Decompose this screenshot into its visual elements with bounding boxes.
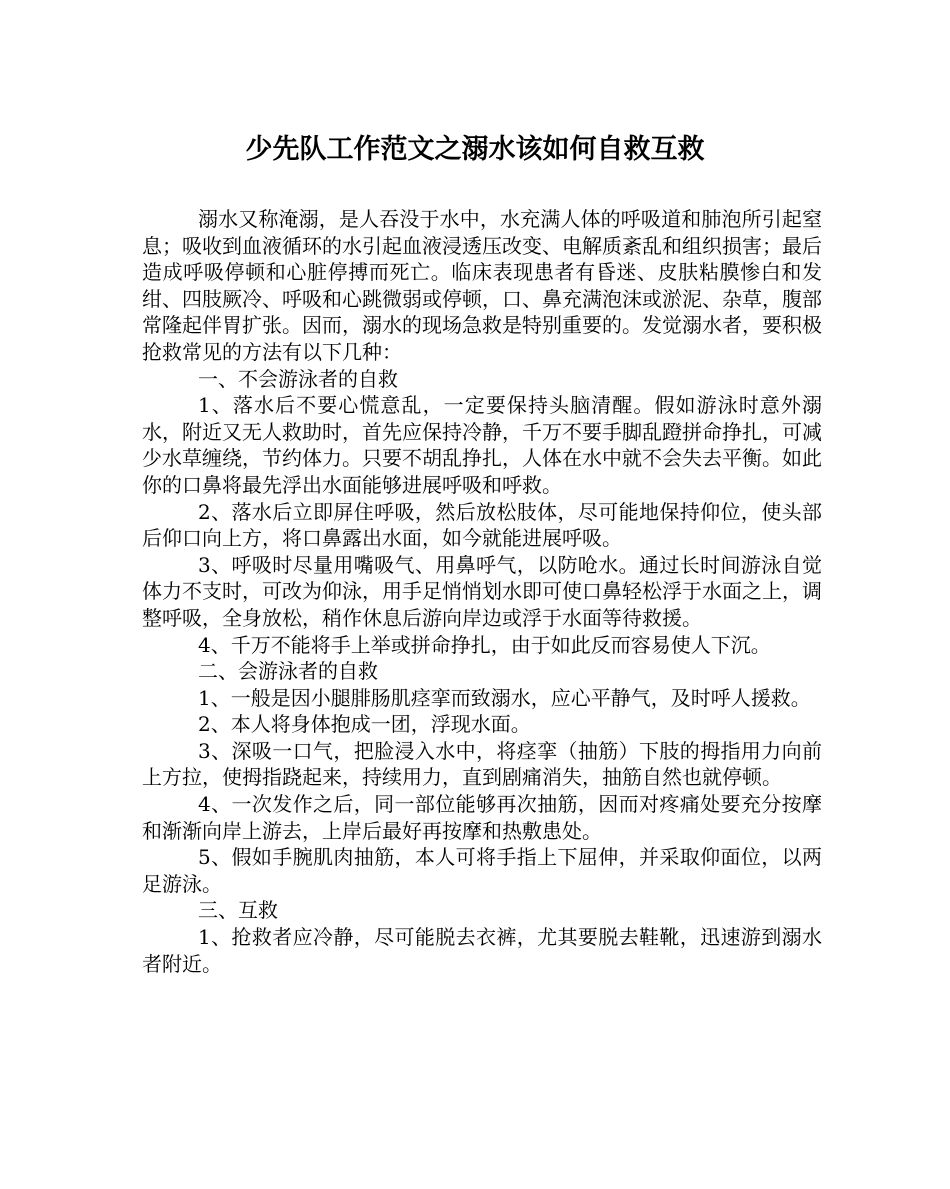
paragraph: 1、一般是因小腿腓肠肌痉挛而致溺水，应心平静气，及时呼人援救。	[198, 685, 811, 710]
paragraph: 2、本人将身体抱成一团，浮现水面。	[198, 712, 531, 737]
section-heading-2: 二、会游泳者的自救	[198, 659, 378, 684]
document-title: 少先队工作范文之溺水该如何自救互救	[245, 134, 705, 165]
paragraph: 5、假如手腕肌肉抽筋，本人可将手指上下屈伸，并采取仰面位，以两足游泳。	[142, 845, 822, 896]
paragraph: 3、深吸一口气，把脸浸入水中，将痉挛（抽筋）下肢的拇指用力向前上方拉，使拇指跷起来，持续用力，直到剧痛消失，抽筋自然也就停顿。	[142, 738, 822, 790]
paragraph: 1、抢救者应冷静，尽可能脱去衣裤，尤其要脱去鞋靴，迅速游到溺水者附近。	[142, 925, 822, 976]
section-heading-1: 一、不会游泳者的自救	[198, 366, 398, 391]
paragraph: 4、一次发作之后，同一部位能够再次抽筋，因而对疼痛处要充分按摩和渐渐向岸上游去，上岸后最好再按摩和热敷患处。	[142, 792, 822, 843]
paragraph-intro: 溺水又称淹溺，是人吞没于水中，水充满人体的呼吸道和肺泡所引起窒息；吸收到血液循环的水引起血液浸透压改变、电解质紊乱和组织损害；最后造成呼吸停顿和心脏停搏而死亡。临床表现患者有昏迷、皮肤粘膜惨白和发绀、四肢厥冷、呼吸和心跳微弱或停顿，口、鼻充满泡沫或淤泥、杂草，腹部常隆起伴胃扩张。因而，溺水的现场急救是特别重要的。发觉溺水者，要积极抢救常见的方法有以下几种：	[142, 207, 822, 364]
section-heading-3: 三、互救	[198, 898, 278, 923]
paragraph: 4、千万不能将手上举或拼命挣扎，由于如此反而容易使人下沉。	[198, 632, 771, 657]
paragraph: 3、呼吸时尽量用嘴吸气、用鼻呼气，以防呛水。通过长时间游泳自觉体力不支时，可改为仰泳，用手足悄悄划水即可使口鼻轻松浮于水面之上，调整呼吸，全身放松，稍作休息后游向岸边或浮于水面等待救援。	[142, 552, 822, 630]
document-body	[142, 206, 822, 977]
paragraph: 2、落水后立即屏住呼吸，然后放松肢体，尽可能地保持仰位，使头部后仰口向上方，将口鼻露出水面，如今就能进展呼吸。	[142, 499, 822, 551]
paragraph: 1、落水后不要心慌意乱，一定要保持头脑清醒。假如游泳时意外溺水，附近又无人救助时，首先应保持冷静，千万不要手脚乱蹬拼命挣扎，可减少水草缠绕，节约体力。只要不胡乱挣扎，人体在水中就不会失去平衡。如此你的口鼻将最先浮出水面能够进展呼吸和呼救。	[142, 393, 822, 497]
